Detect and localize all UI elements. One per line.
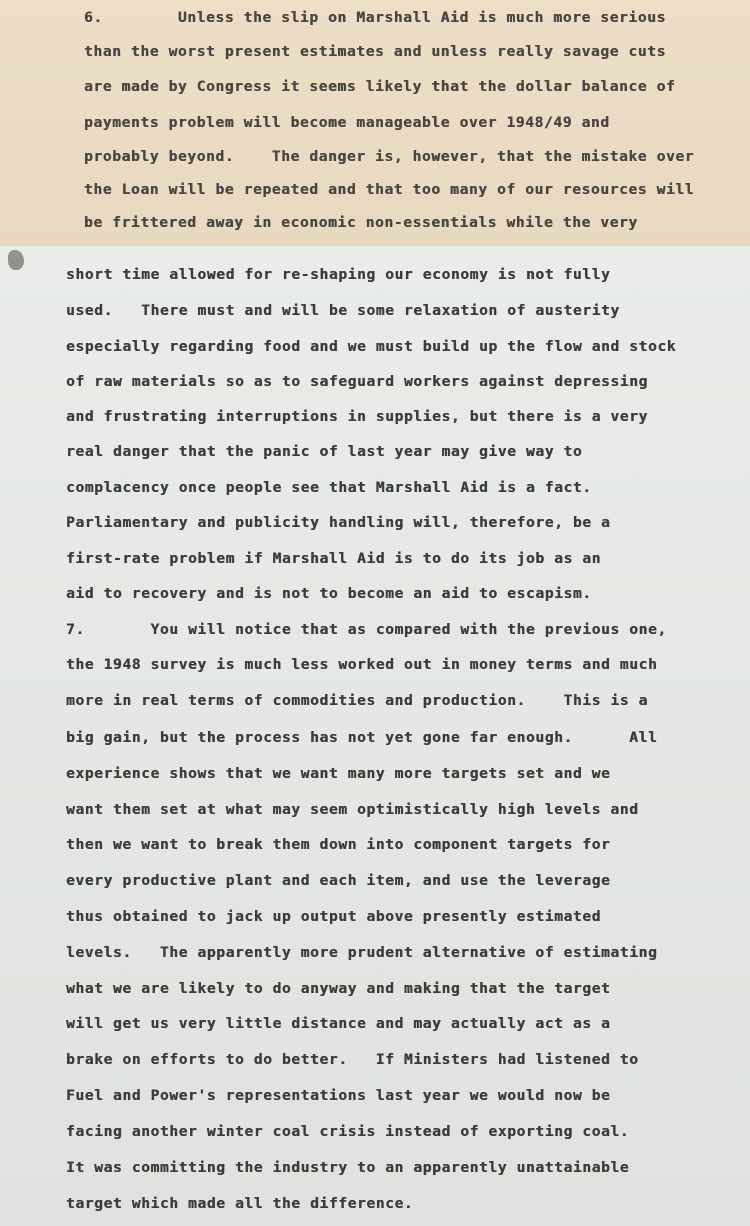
text-line: real danger that the panic of last year may give way to bbox=[66, 443, 583, 460]
text-line: and frustrating interruptions in supplies, but there is a very bbox=[66, 408, 648, 425]
text-line: every productive plant and each item, and use the leverage bbox=[66, 872, 611, 889]
text-line: than the worst present estimates and unless really savage cuts bbox=[84, 43, 666, 60]
text-line: facing another winter coal crisis instead of exporting coal. bbox=[66, 1123, 630, 1140]
text-line: complacency once people see that Marshall Aid is a fact. bbox=[66, 479, 592, 496]
text-line: first-rate problem if Marshall Aid is to do its job as an bbox=[66, 550, 602, 567]
text-line: are made by Congress it seems likely that the dollar balance of bbox=[84, 78, 676, 95]
text-line: aid to recovery and is not to become an aid to escapism. bbox=[66, 585, 592, 602]
text-line: especially regarding food and we must build up the flow and stock bbox=[66, 338, 677, 355]
text-line: Parliamentary and publicity handling will, therefore, be a bbox=[66, 514, 611, 531]
text-line: payments problem will become manageable over 1948/49 and bbox=[84, 114, 610, 131]
text-line: Fuel and Power's representations last year we would now be bbox=[66, 1087, 611, 1104]
text-line: of raw materials so as to safeguard workers against depressing bbox=[66, 373, 648, 390]
text-line: the 1948 survey is much less worked out in money terms and much bbox=[66, 656, 658, 673]
text-line: will get us very little distance and may actually act as a bbox=[66, 1015, 611, 1032]
text-line: the Loan will be repeated and that too many of our resources will bbox=[84, 181, 695, 198]
text-line: more in real terms of commodities and production. This is a bbox=[66, 692, 648, 709]
text-line: brake on efforts to do better. If Ministers had listened to bbox=[66, 1051, 639, 1068]
text-line: levels. The apparently more prudent alternative of estimating bbox=[66, 944, 658, 961]
text-line: 7. You will notice that as compared with the previous one, bbox=[66, 621, 667, 638]
text-line: thus obtained to jack up output above presently estimated bbox=[66, 908, 602, 925]
text-line: be frittered away in economic non-essentials while the very bbox=[84, 214, 638, 231]
text-line: want them set at what may seem optimistically high levels and bbox=[66, 801, 639, 818]
paper-tear-mark bbox=[8, 250, 24, 270]
text-line: target which made all the difference. bbox=[66, 1195, 414, 1212]
text-line: what we are likely to do anyway and making that the target bbox=[66, 980, 611, 997]
text-line: probably beyond. The danger is, however, that the mistake over bbox=[84, 148, 695, 165]
text-line: 6. Unless the slip on Marshall Aid is much more serious bbox=[84, 9, 666, 26]
text-line: It was committing the industry to an apparently unattainable bbox=[66, 1159, 630, 1176]
text-line: big gain, but the process has not yet gone far enough. All bbox=[66, 729, 658, 746]
text-line: short time allowed for re-shaping our economy is not fully bbox=[66, 266, 611, 283]
text-line: then we want to break them down into component targets for bbox=[66, 836, 611, 853]
text-line: used. There must and will be some relaxation of austerity bbox=[66, 302, 620, 319]
text-line: experience shows that we want many more targets set and we bbox=[66, 765, 611, 782]
